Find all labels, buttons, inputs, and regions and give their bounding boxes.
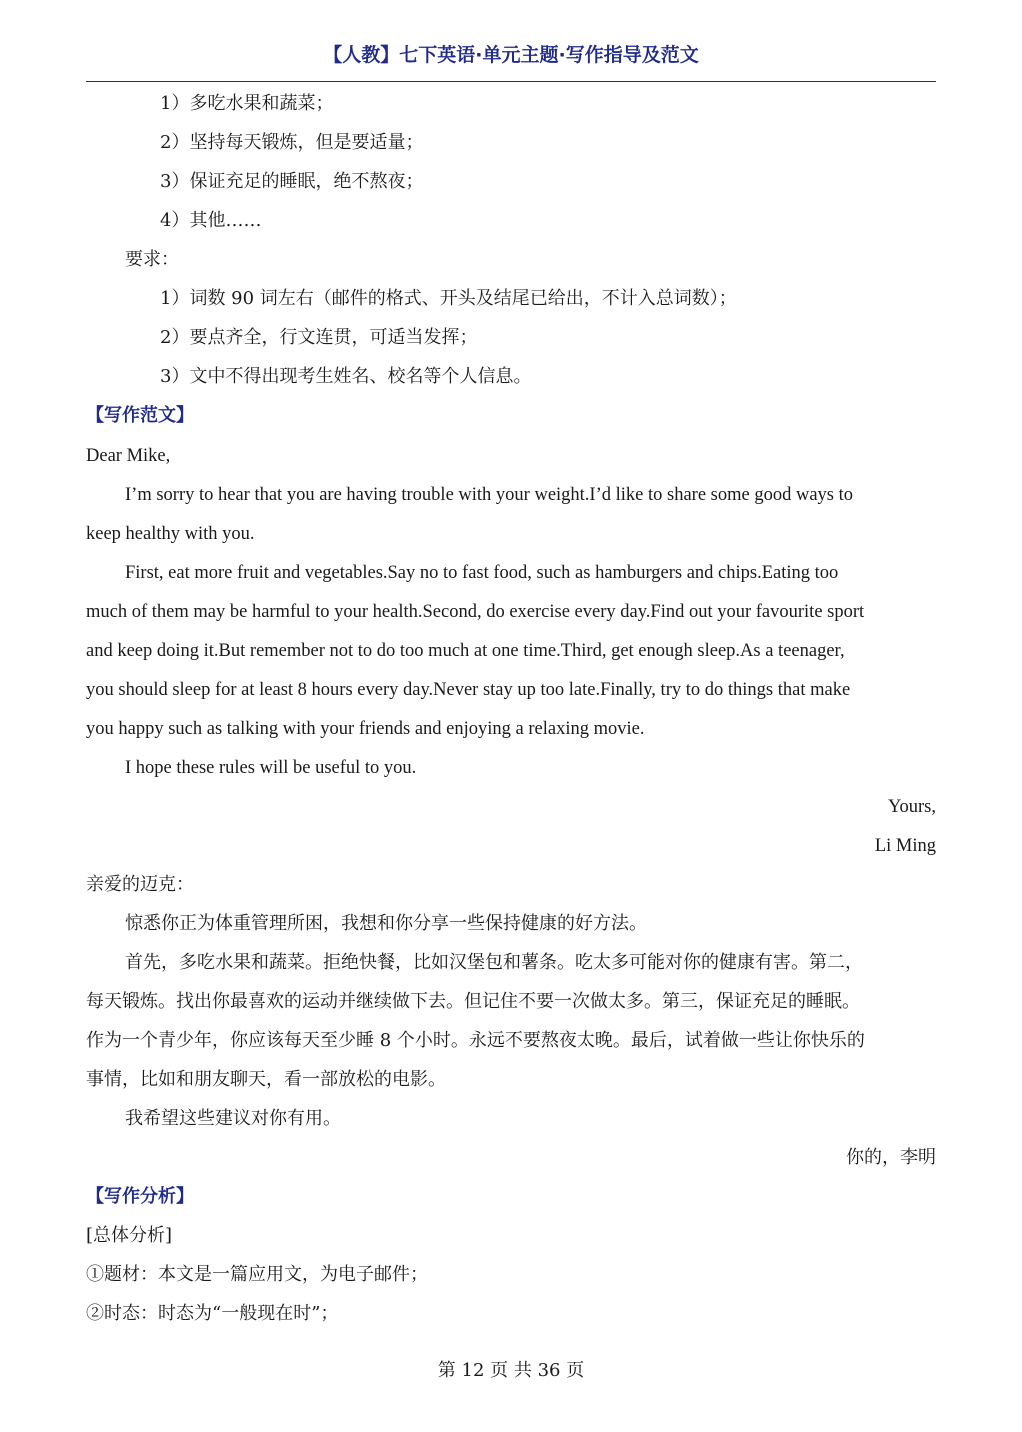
letter-line: and keep doing it.But remember not to do too much at one time.Third, get enough sleep.As a teenager, <box>86 641 845 661</box>
translation-line: 每天锻炼。找出你最喜欢的运动并继续做下去。但记住不要一次做太多。第三，保证充足的睡眠。 <box>86 991 860 1012</box>
letter-line: you should sleep for at least 8 hours every day.Never stay up too late.Finally, try to do things that make <box>86 680 851 700</box>
letter-salutation: Dear Mike, <box>86 446 171 466</box>
analysis-item: ①题材：本文是一篇应用文，为电子邮件； <box>86 1264 428 1285</box>
letter-line: keep healthy with you. <box>86 524 255 544</box>
sample-heading: 【写作范文】 <box>86 405 194 426</box>
requirements-label: 要求： <box>125 249 179 270</box>
requirement-item: 2）要点齐全，行文连贯，可适当发挥； <box>160 327 478 348</box>
requirement-item: 3）文中不得出现考生姓名、校名等个人信息。 <box>160 366 532 387</box>
translation-line: 我希望这些建议对你有用。 <box>125 1108 341 1129</box>
translation-line: 首先，多吃水果和蔬菜。拒绝快餐，比如汉堡包和薯条。吃太多可能对你的健康有害。第二， <box>125 952 863 973</box>
letter-closing: Yours, <box>888 797 936 817</box>
translation-salutation: 亲爱的迈克： <box>86 874 194 895</box>
letter-line: First, eat more fruit and vegetables.Say no to fast food, such as hamburgers and chips.Eating too <box>125 563 839 583</box>
requirement-item: 1）词数 90 词左右（邮件的格式、开头及结尾已给出，不计入总词数）； <box>160 288 737 309</box>
letter-line: I’m sorry to hear that you are having trouble with your weight.I’d like to share some good ways to <box>125 485 854 505</box>
translation-line: 作为一个青少年，你应该每天至少睡 8 个小时。永远不要熬夜太晚。最后，试着做一些让你快乐的 <box>86 1030 865 1051</box>
letter-signature: Li Ming <box>874 836 936 856</box>
header-divider <box>86 81 936 82</box>
analysis-subheading: [总体分析] <box>86 1225 173 1246</box>
tip-item: 3）保证充足的睡眠，绝不熬夜； <box>160 171 424 192</box>
tip-item: 2）坚持每天锻炼，但是要适量； <box>160 132 424 153</box>
translation-line: 惊悉你正为体重管理所困，我想和你分享一些保持健康的好方法。 <box>125 913 647 934</box>
document-header: 【人教】七下英语·单元主题·写作指导及范文 <box>323 44 699 66</box>
analysis-heading: 【写作分析】 <box>86 1186 194 1207</box>
letter-line: I hope these rules will be useful to you. <box>125 758 417 778</box>
letter-line: you happy such as talking with your friends and enjoying a relaxing movie. <box>86 719 645 739</box>
analysis-item: ②时态：时态为“一般现在时”； <box>86 1303 339 1324</box>
page-number: 第 12 页 共 36 页 <box>437 1360 585 1381</box>
tip-item: 1）多吃水果和蔬菜； <box>160 93 334 114</box>
tip-item: 4）其他…… <box>160 210 262 231</box>
translation-line: 事情，比如和朋友聊天，看一部放松的电影。 <box>86 1069 446 1090</box>
letter-line: much of them may be harmful to your health.Second, do exercise every day.Find out your favourite sport <box>86 602 865 622</box>
translation-signature: 你的，李明 <box>846 1147 936 1168</box>
